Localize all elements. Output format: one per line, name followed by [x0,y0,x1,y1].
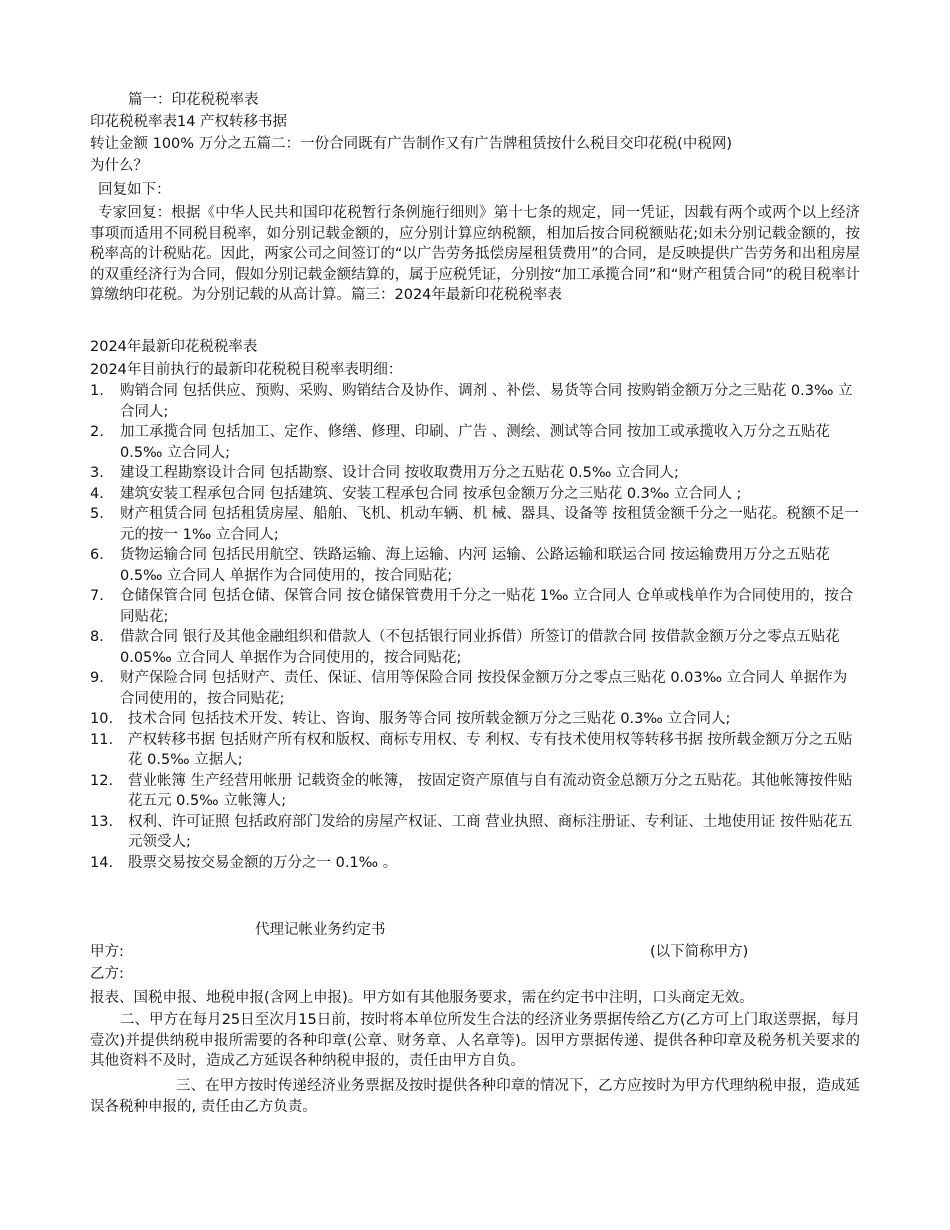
list-item [90,484,860,505]
section-title-2024: 2024年最新印花税税率表 [90,339,258,355]
expert-reply-paragraph: 专家回复：根据《中华人民共和国印花税暂行条例施行细则》第十七条的规定，同一凭证，因载有两个或两个以上经济事项而适用不同税目税率，如分别记载金额的，应分别计算应纳税额，相加后按合同税额贴花;如未分别记载金额的，按税率高的计税贴花。因此，两家公司之间签订的“以广告劳务抵偿房屋租赁费用”的合同，是反映提供广告劳务和出租房屋的双重经济行为合同，假如分别记载金额结算的，属于应税凭证，分别按“加工承揽合同”和“财产租赁合同”的税目税率计算缴纳印花税。为分别记载的从高计算。篇三：2024年最新印花税税率表 [90,205,860,303]
contract-clause-three: 三、在甲方按时传递经济业务票据及按时提供各种印章的情况下，乙方应按时为甲方代理纳税申报，造成延误各税种申报的, 责任由乙方负责。 [90,1078,860,1115]
party-b-label: 乙方: [90,966,124,982]
item-number: 4. [90,485,104,502]
list-item [90,463,860,484]
list-item [90,422,860,463]
item-number: 2. [90,424,104,440]
item-number: 7. [90,588,104,604]
item-number: 11. [90,731,114,748]
list-item [90,504,860,545]
list-intro: 2024年目前执行的最新印花税税目税率表明细： [90,362,403,378]
list-item [90,730,860,771]
item-text: 权利、许可证照 包括政府部门发给的房屋产权证、工商 营业执照、商标注册证、专利证、土地使用证 按件贴花五元领受人; [128,813,853,850]
list-item [90,381,860,422]
tax-rate-list [90,381,860,873]
item-number: 8. [90,629,104,645]
party-a-label: 甲方: [90,944,124,960]
item-text: 财产保险合同 包括财产、责任、保证、信用等保险合同 按投保金额万分之零点三贴花 0.03‰ 立合同人 单据作为合同使用的，按合同贴花; [120,670,848,707]
item-number: 14. [90,854,114,871]
item-number: 3. [90,465,104,481]
doc-line: 为什么？ [90,158,148,174]
contract-clause-two: 二、甲方在每月25日至次月15日前，按时将本单位所发生合法的经济业务票据传给乙方(乙方可上门取送票据，每月壹次)并提供纳税申报所需要的各种印章(公章、财务章、人名章等)。因甲方票据传递、提供各种印章及税务机关要求的其他资料不及时，造成乙方延误各种纳税申报的，责任由甲方自负。 [90,1012,860,1069]
item-number: 12. [90,772,114,789]
item-number: 10. [90,711,114,727]
item-text: 财产租赁合同 包括租赁房屋、船舶、飞机、机动车辆、机 械、器具、设备等 按租赁金额千分之一贴花。税额不足一元的按一 1‰ 立合同人; [120,506,859,543]
item-text: 货物运输合同 包括民用航空、铁路运输、海上运输、内河 运输、公路运输和联运合同 按运输费用万分之五贴花 0.5‰ 立合同人 单据作为合同使用的，按合同贴花; [120,547,830,584]
list-item [90,545,860,586]
item-text: 借款合同 银行及其他金融组织和借款人（不包括银行同业拆借）所签订的借款合同 按借款金额万分之零点五贴花 0.05‰ 立合同人 单据作为合同使用的，按合同贴花; [120,629,840,666]
item-text: 购销合同 包括供应、预购、采购、购销结合及协作、调剂 、补偿、易货等合同 按购销金额万分之三贴花 0.3‰ 立合同人; [120,383,853,420]
list-item [90,812,860,853]
item-number: 6. [90,547,104,563]
item-text: 产权转移书据 包括财产所有权和版权、商标专用权、专 利权、专有技术使用权等转移书据 按所载金额万分之五贴花 0.5‰ 立据人; [128,731,853,768]
item-text: 营业帐簿 生产经营用帐册 记载资金的帐簿， 按固定资产原值与自有流动资金总额万分之五贴花。其他帐簿按件贴花五元 0.5‰ 立帐簿人; [128,772,853,809]
contract-clause-report: 报表、国税申报、地税申报(含网上申报)。甲方如有其他服务要求，需在约定书中注明，口头商定无效。 [90,990,754,1006]
doc-line: 转让金额 100% 万分之五篇二：一份合同既有广告制作又有广告牌租赁按什么税目交印花税(中税网) [90,136,732,152]
item-text: 股票交易按交易金额的万分之一 0.1‰ 。 [128,854,398,871]
item-text: 建筑安装工程承包合同 包括建筑、安装工程承包合同 按承包金额万分之三贴花 0.3‰ 立合同人 ; [120,485,742,502]
item-number: 1. [90,383,104,399]
heading-part-one: 篇一：印花税税率表 [128,92,259,108]
list-item [90,709,860,730]
item-text: 技术合同 包括技术开发、转让、咨询、服务等合同 按所载金额万分之三贴花 0.3‰ 立合同人; [128,711,731,727]
item-text: 建设工程勘察设计合同 包括勘察、设计合同 按收取费用万分之五贴花 0.5‰ 立合同人; [120,465,679,481]
item-text: 加工承揽合同 包括加工、定作、修缮、修理、印刷、广告 、测绘、测试等合同 按加工或承揽收入万分之五贴花 0.5‰ 立合同人; [120,424,830,461]
party-a-note: (以下简称甲方) [650,944,749,960]
contract-title: 代理记帐业务约定书 [255,922,386,938]
item-number: 13. [90,813,114,830]
doc-line: 印花税税率表14 产权转移书据 [90,114,288,130]
item-number: 5. [90,506,104,522]
reply-label: 回复如下： [98,182,171,198]
item-number: 9. [90,670,104,686]
list-item [90,627,860,668]
list-item [90,853,860,874]
item-text: 仓储保管合同 包括仓储、保管合同 按仓储保管费用千分之一贴花 1‰ 立合同人 仓单或栈单作为合同使用的，按合同贴花; [120,588,854,625]
list-item [90,668,860,709]
list-item [90,586,860,627]
list-item [90,771,860,812]
